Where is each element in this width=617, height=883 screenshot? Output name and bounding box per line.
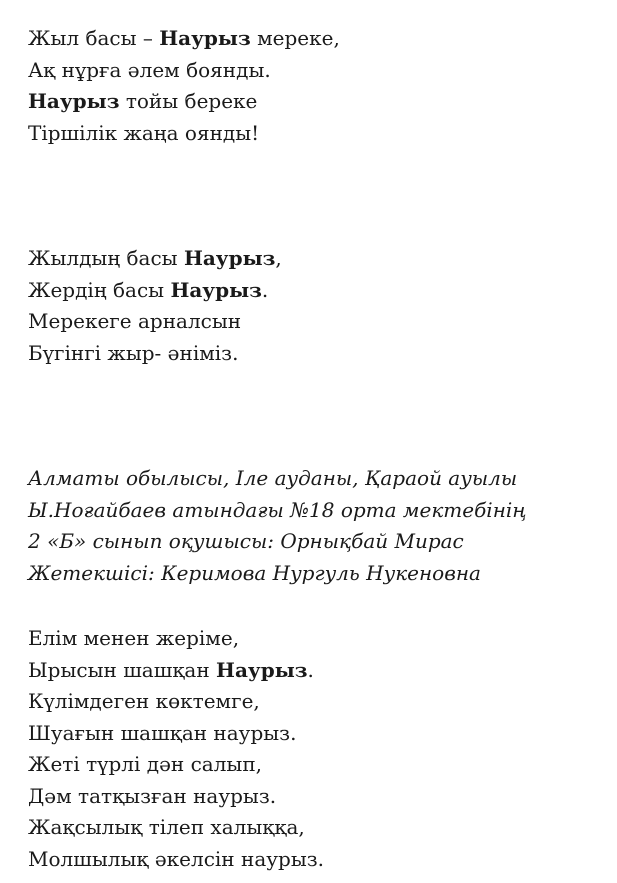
- poem-line: Жеті түрлі дән салып,: [28, 752, 263, 776]
- line-text: Жылдың басы: [28, 246, 184, 270]
- poem-line: Дәм татқызған наурыз.: [28, 783, 277, 808]
- poem-line: Ақ нұрға әлем боянды.: [28, 57, 271, 82]
- poem-line: Жақсылық тілеп халыққа,: [28, 815, 305, 839]
- line-text: .: [261, 277, 269, 302]
- poem-stanza-2: [28, 243, 282, 369]
- poem-line: [28, 655, 324, 687]
- poem-line: Елім менен жеріме,: [28, 626, 240, 650]
- poem-line: Мерекеге арналсын: [28, 309, 242, 333]
- bold-word: Наурыз: [170, 277, 262, 302]
- poem-line: Шуағын шашқан наурыз.: [28, 720, 297, 745]
- line-text: Жердің басы: [28, 277, 171, 302]
- line-text: мереке,: [250, 26, 340, 50]
- poem-stanza-3: [28, 623, 324, 875]
- author-school: Ы.Ноғайбаев атындағы №18 орта мектебінің: [28, 497, 527, 522]
- poem-line: [28, 86, 340, 118]
- poem-line: Молшылық әкелсін наурыз.: [28, 846, 325, 871]
- line-text: тойы береке: [119, 89, 258, 113]
- bold-word: Наурыз: [183, 246, 276, 270]
- line-text: Жыл басы –: [28, 26, 160, 50]
- poem-line: [28, 275, 282, 307]
- line-text: Ырысын шашқан: [28, 657, 217, 682]
- author-location: Алматы обылысы, Іле ауданы, Қараой ауылы: [28, 466, 518, 490]
- poem-line: [28, 23, 340, 55]
- author-supervisor: Жетекшісі: Керимова Нургуль Нукеновна: [28, 560, 481, 585]
- poem-line: Бүгінгі жыр- әніміз.: [28, 340, 239, 365]
- poem-line: [28, 243, 282, 275]
- poem-line: Тіршілік жаңа оянды!: [28, 120, 260, 145]
- line-text: .: [307, 657, 314, 682]
- poem-line: Күлімдеген көктемге,: [28, 689, 260, 713]
- line-text: ,: [275, 246, 282, 270]
- bold-word: Наурыз: [159, 26, 251, 50]
- bold-word: Наурыз: [28, 89, 120, 113]
- poem-stanza-1: [28, 23, 340, 149]
- bold-word: Наурыз: [216, 657, 308, 682]
- author-info: [28, 463, 527, 589]
- author-student: 2 «Б» сынып оқушысы: Орнықбай Мирас: [28, 529, 464, 553]
